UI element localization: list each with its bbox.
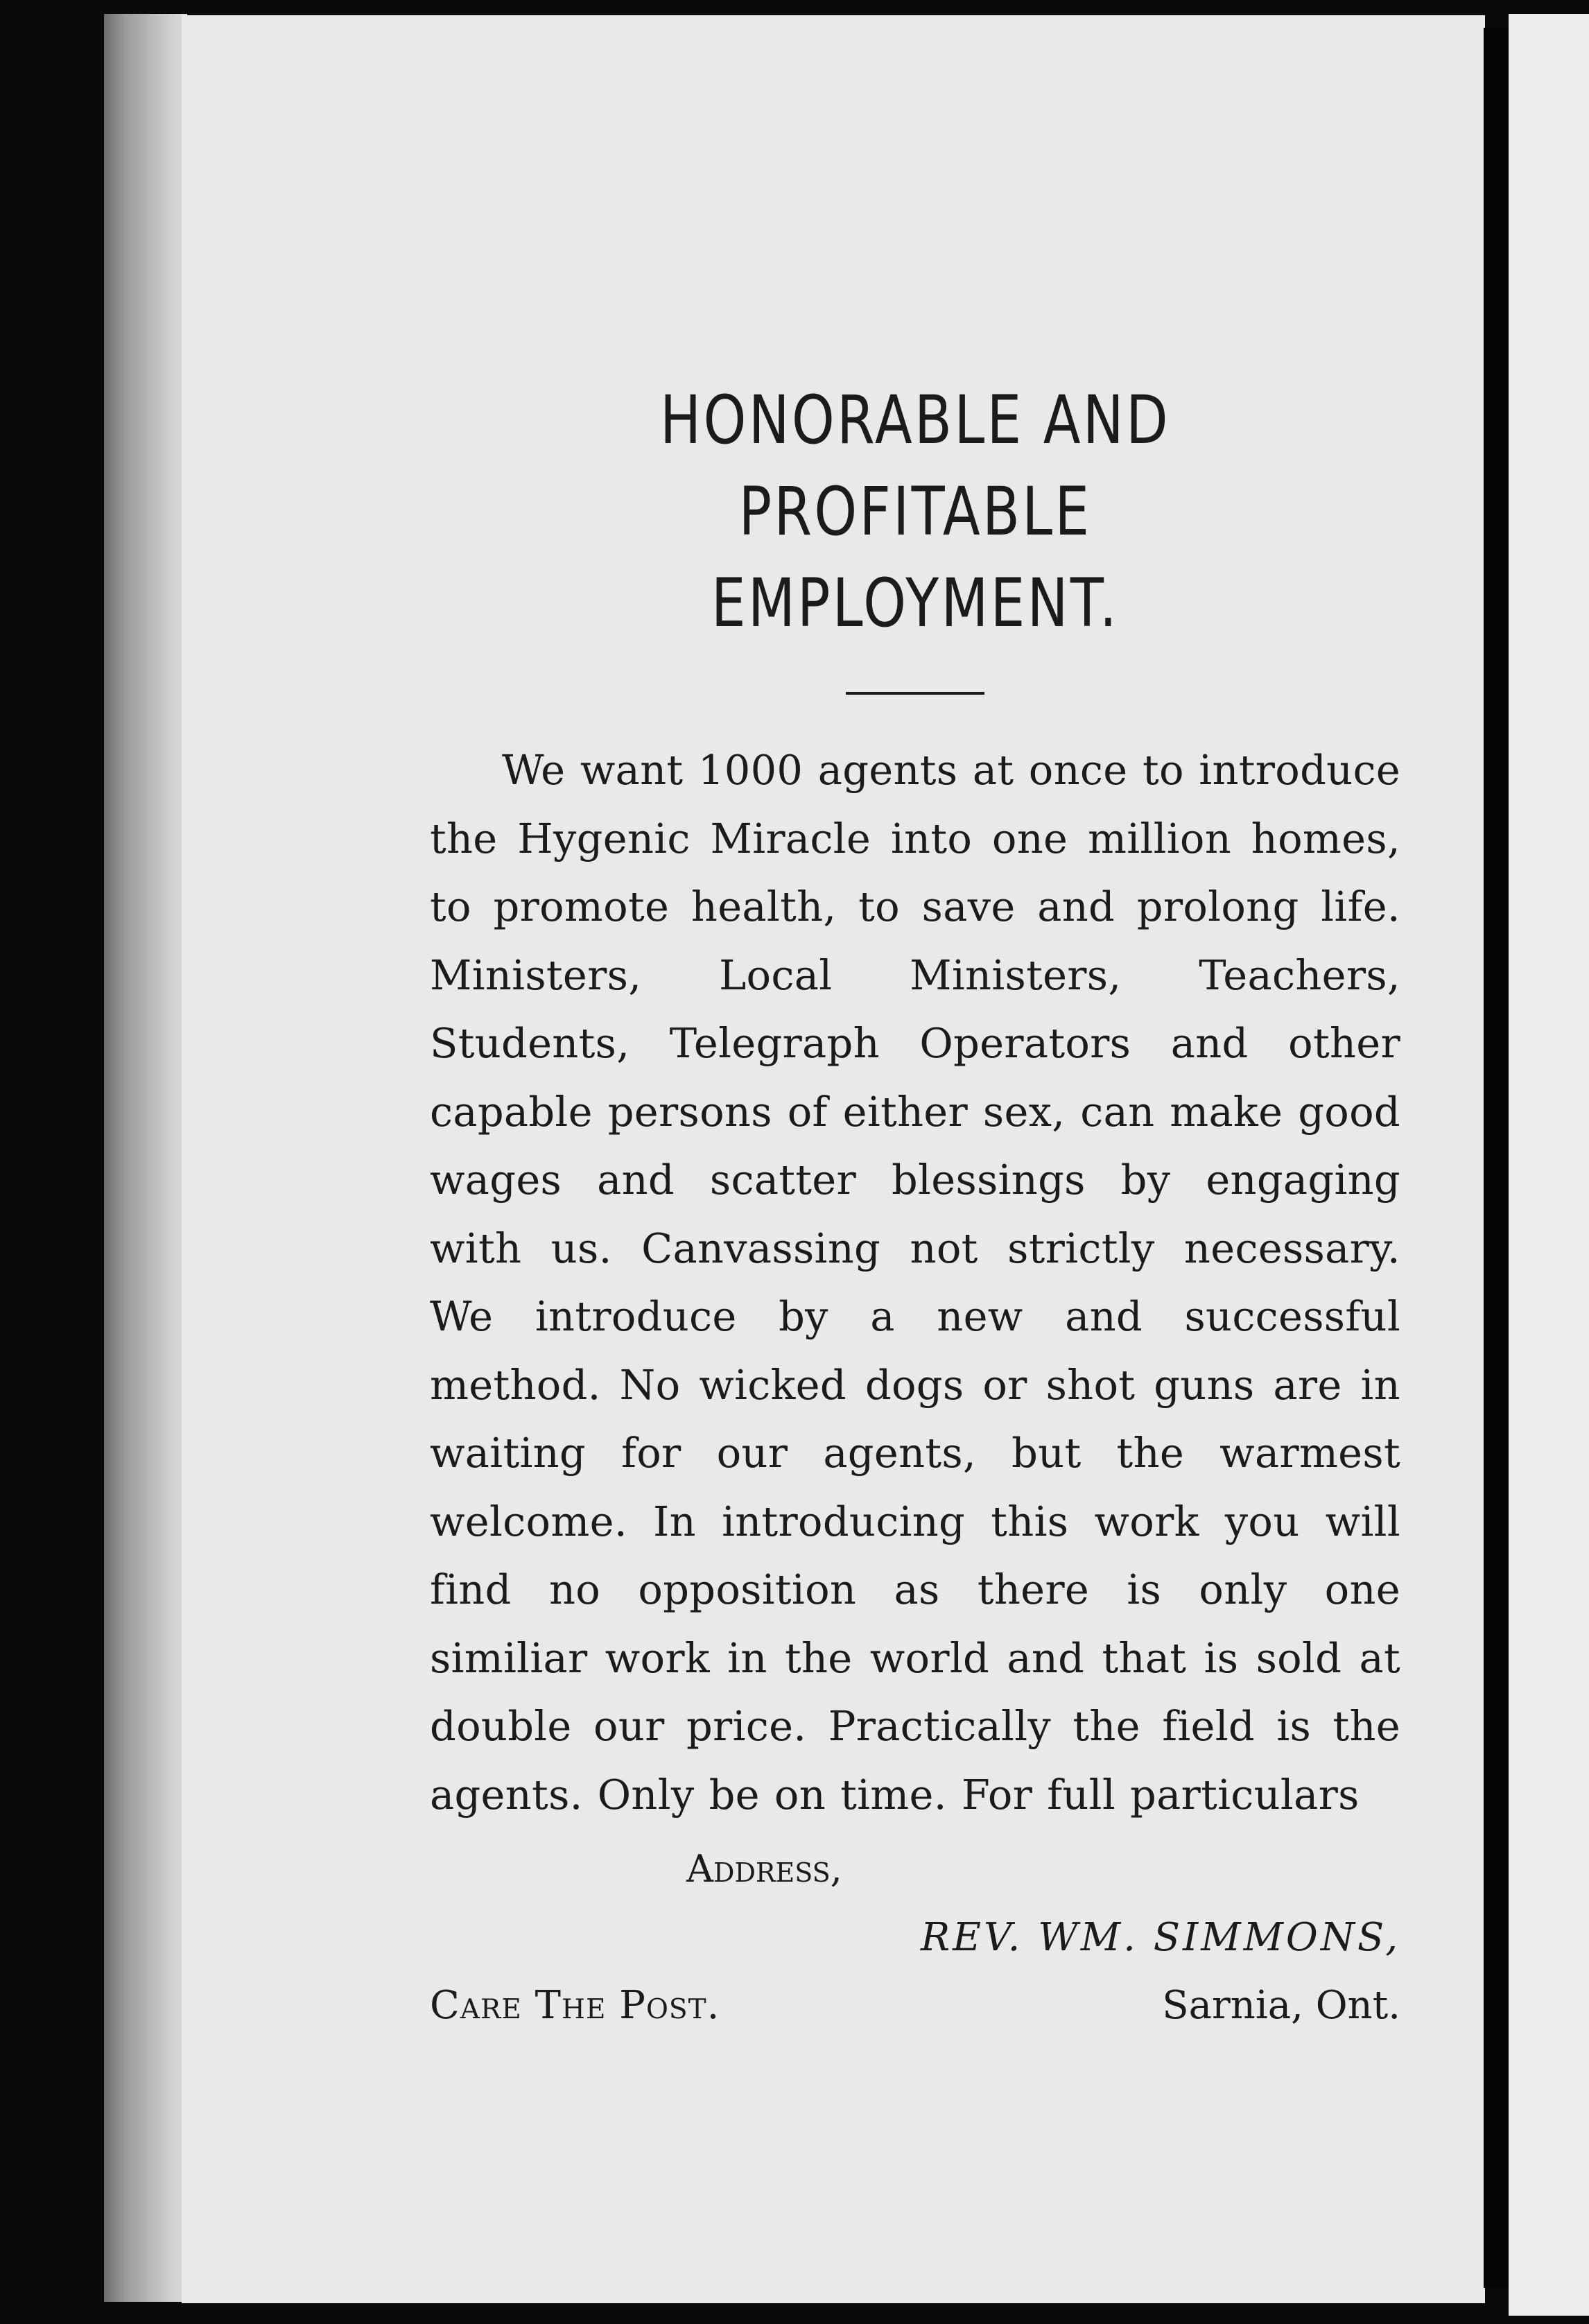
footer-row	[430, 1972, 1400, 2040]
title-divider	[846, 692, 984, 695]
care-of-text: Care The Post.	[430, 1983, 720, 2028]
page-edge	[104, 14, 187, 2302]
ad-title	[517, 374, 1313, 649]
ad-body-text: We want 1000 agents at once to introduce the Hygenic Miracle into one million homes, to promote health, to save and prolong life. Ministers, Local Ministers, Teachers, Students, Telegraph Operators and other capable persons of either sex, can make good wages and scatter blessings by engaging with us. Canvassing not strictly necessary. We introduce by a new and successful method. No wicked dogs or shot guns are in waiting for our agents, but the warmest welcome. In introducing this work you will find no opposition as there is only one similiar work in the world and that is sold at double our price. Practically the field is the agents. Only be on time. For full particulars	[430, 746, 1400, 1819]
location-text: Sarnia, Ont.	[1162, 1983, 1400, 2028]
advertisement	[430, 374, 1400, 2040]
adjacent-page-edge	[1509, 14, 1589, 2316]
ad-title-line-1: HONORABLE AND PROFITABLE	[660, 381, 1170, 550]
ad-title-line-2: EMPLOYMENT.	[711, 564, 1120, 642]
address-label: Address,	[686, 1847, 842, 1891]
signer-name: REV. WM. SIMMONS,	[920, 1915, 1400, 1960]
binding-shadow	[1484, 28, 1509, 2288]
